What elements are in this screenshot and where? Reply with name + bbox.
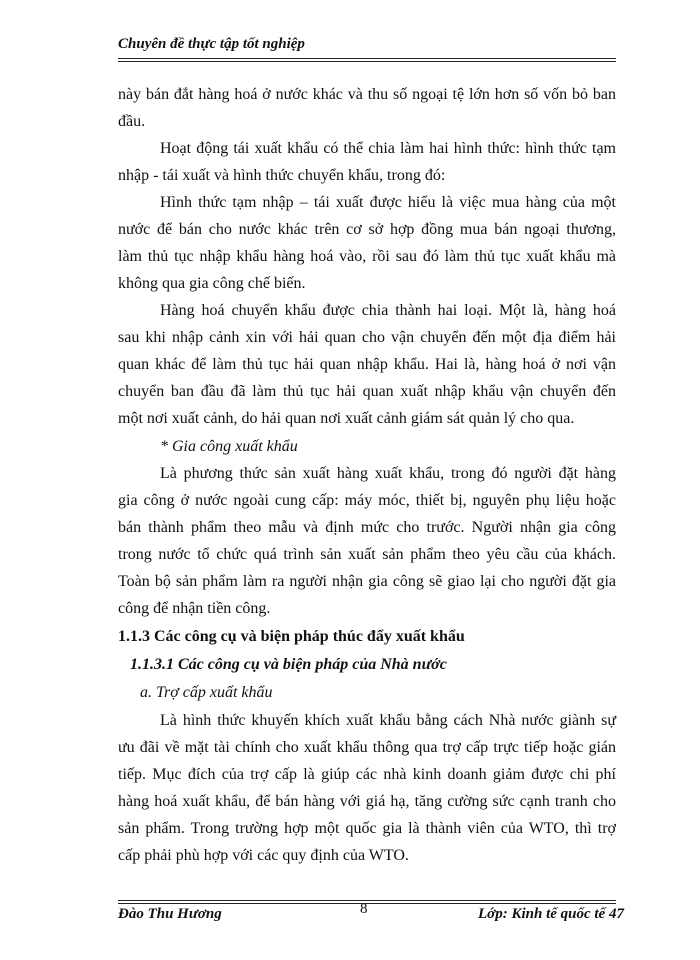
body-line: Là phương thức sản xuất hàng xuất khẩu, trong đó người đặt hàng <box>160 465 616 482</box>
body-line: nhập - tái xuất và hình thức chuyển khẩu, trong đó: <box>118 167 446 184</box>
body-line: Hoạt động tái xuất khẩu có thể chia làm hai hình thức: hình thức tạm <box>160 140 616 157</box>
section-label-gia-cong: * Gia công xuất khẩu <box>160 438 298 455</box>
footer-author: Đào Thu Hương <box>118 906 222 922</box>
body-line: Là hình thức khuyến khích xuất khẩu bằng cách Nhà nước giành sự <box>160 712 616 729</box>
body-line: một nơi xuất cảnh, do hải quan nơi xuất cảnh giám sát quản lý cho qua. <box>118 410 575 427</box>
body-line: này bán đắt hàng hoá ở nước khác và thu số ngoại tệ lớn hơn số vốn bỏ ban <box>118 86 616 103</box>
body-line: nước để bán cho nước khác trên cơ sở hợp đồng mua bán ngoại thương, <box>118 221 616 238</box>
body-line: đầu. <box>118 113 146 130</box>
body-line: trong nước tổ chức quá trình sản xuất sản phẩm theo yêu cầu của khách. <box>118 546 616 563</box>
page-number: 8 <box>360 901 368 917</box>
footer-class: Lớp: Kinh tế quốc tế 47 <box>478 906 624 922</box>
header-rule <box>118 58 616 59</box>
subheading-tro-cap: a. Trợ cấp xuất khẩu <box>140 684 273 701</box>
heading-1-1-3-1: 1.1.3.1 Các công cụ và biện pháp của Nhà nước <box>130 656 447 673</box>
body-line: cấp phải phù hợp với các quy định của WTO. <box>118 847 409 864</box>
body-line: tiếp. Mục đích của trợ cấp là giúp các nhà kinh doanh giảm được chi phí <box>118 766 616 783</box>
page-header-title: Chuyên đề thực tập tốt nghiệp <box>118 36 305 52</box>
body-line: hàng hoá xuất khẩu, để bán hàng với giá hạ, tăng cường sức cạnh tranh cho <box>118 793 616 810</box>
body-line: Hàng hoá chuyển khẩu được chia thành hai loại. Một là, hàng hoá <box>160 302 616 319</box>
body-line: làm thủ tục nhập khẩu hàng hoá vào, rồi sau đó làm thủ tục xuất khẩu mà <box>118 248 616 265</box>
body-line: quan khác để làm thủ tục hải quan nhập khẩu. Hai là, hàng hoá ở nơi vận <box>118 356 616 373</box>
body-line: công để nhận tiền công. <box>118 600 271 617</box>
body-line: bán thành phẩm theo mẫu và định mức cho trước. Người nhận gia công <box>118 519 616 536</box>
body-line: Hình thức tạm nhập – tái xuất được hiểu là việc mua hàng của một <box>160 194 616 211</box>
body-line: sau khi nhập cảnh xin với hải quan cho vận chuyển đến một địa điểm hải <box>118 329 616 346</box>
body-line: chuyển ban đầu đã làm thủ tục hải quan xuất nhập khẩu vận chuyển đến <box>118 383 616 400</box>
body-line: ưu đãi về mặt tài chính cho xuất khẩu thông qua trợ cấp trực tiếp hoặc gián <box>118 739 616 756</box>
body-line: không qua gia công chế biến. <box>118 275 306 292</box>
body-line: gia công ở nước ngoài cung cấp: máy móc, thiết bị, nguyên phụ liệu hoặc <box>118 492 616 509</box>
body-line: Toàn bộ sản phẩm làm ra người nhận gia công sẽ giao lại cho người đặt gia <box>118 573 616 590</box>
header-rule-double <box>118 61 616 62</box>
heading-1-1-3: 1.1.3 Các công cụ và biện pháp thúc đẩy xuất khẩu <box>118 628 465 645</box>
body-line: sản phẩm. Trong trường hợp một quốc gia là thành viên của WTO, thì trợ <box>118 820 616 837</box>
